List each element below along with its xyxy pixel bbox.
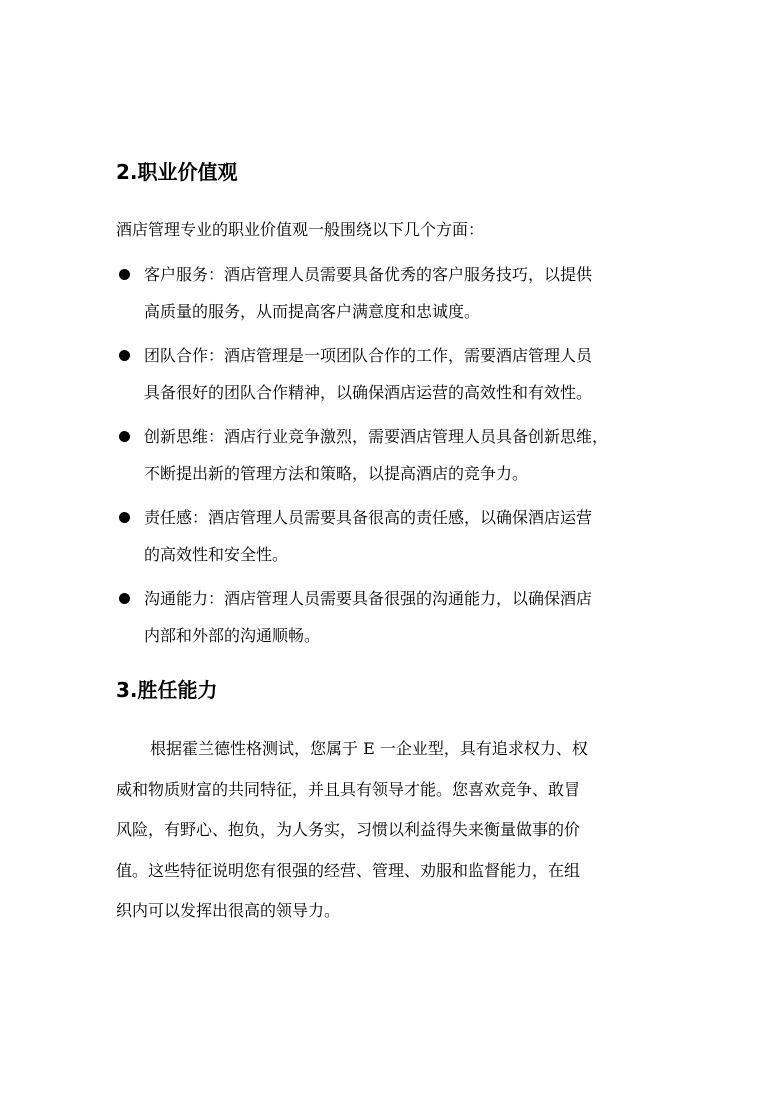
list-item xyxy=(116,499,676,573)
section-heading-competency: 3.胜任能力 xyxy=(116,678,218,702)
paragraph-line: 威和物质财富的共同特征，并且具有领导才能。您喜欢竞争、敢冒 xyxy=(116,779,581,799)
bullet-dot-icon xyxy=(119,350,130,361)
list-item-line: 团队合作：酒店管理是一项团队合作的工作，需要酒店管理人员 xyxy=(144,346,593,365)
bullet-dot-icon xyxy=(119,593,130,604)
paragraph-line: 根据霍兰德性格测试，您属于 E 一企业型，具有追求权力、权 xyxy=(150,739,588,758)
list-item-line: 具备很好的团队合作精神，以确保酒店运营的高效性和有效性。 xyxy=(144,383,593,402)
list-item-line: 创新思维：酒店行业竞争激烈，需要酒店管理人员具备创新思维， xyxy=(144,427,609,446)
list-item-line: 的高效性和安全性。 xyxy=(144,545,289,564)
paragraph-line: 风险，有野心、抱负，为人务实，习惯以利益得失来衡量做事的价 xyxy=(116,820,581,839)
list-item xyxy=(116,580,676,654)
values-bullet-list xyxy=(116,256,676,661)
list-item xyxy=(116,418,676,492)
list-item xyxy=(116,337,676,411)
bullet-dot-icon xyxy=(119,269,130,280)
section-heading-career-values: 2.职业价值观 xyxy=(116,160,238,184)
bullet-dot-icon xyxy=(119,512,130,523)
list-item-line: 沟通能力：酒店管理人员需要具备很强的沟通能力，以确保酒店 xyxy=(144,589,593,608)
section-intro: 酒店管理专业的职业价值观一般围绕以下几个方面： xyxy=(116,220,485,239)
list-item xyxy=(116,256,676,330)
paragraph-line: 织内可以发挥出很高的领导力。 xyxy=(116,901,341,920)
list-item-line: 责任感：酒店管理人员需要具备很高的责任感，以确保酒店运营 xyxy=(144,508,593,527)
list-item-line: 不断提出新的管理方法和策略，以提高酒店的竞争力。 xyxy=(144,464,529,483)
list-item-line: 内部和外部的沟通顺畅。 xyxy=(144,626,321,645)
list-item-line: 高质量的服务，从而提高客户满意度和忠诚度。 xyxy=(144,302,481,321)
bullet-dot-icon xyxy=(119,431,130,442)
list-item-line: 客户服务：酒店管理人员需要具备优秀的客户服务技巧，以提供 xyxy=(144,265,593,284)
competency-paragraph xyxy=(116,729,676,932)
paragraph-line: 值。这些特征说明您有很强的经营、管理、劝服和监督能力，在组 xyxy=(116,860,581,880)
